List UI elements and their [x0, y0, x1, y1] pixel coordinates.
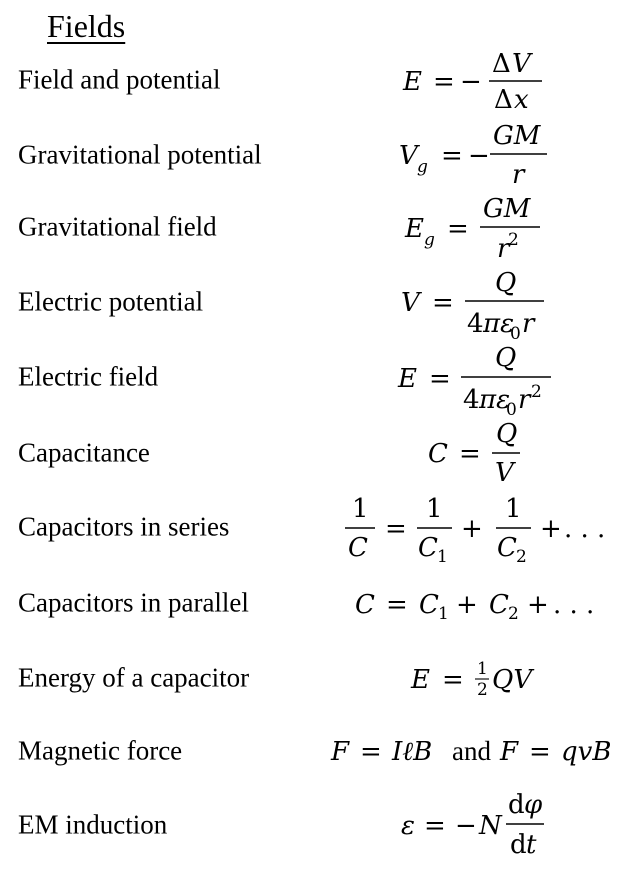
svg-text:V: V — [512, 49, 531, 79]
svg-text:1: 1 — [438, 604, 449, 624]
formula-gravitational-potential — [399, 121, 547, 190]
svg-text:C: C — [355, 590, 375, 620]
svg-text:=: = — [386, 590, 408, 620]
svg-text:Q: Q — [496, 419, 518, 449]
svg-text:=: = — [360, 737, 382, 767]
svg-text:1: 1 — [426, 494, 443, 524]
svg-text:r: r — [518, 385, 531, 415]
svg-text:IℓB: IℓB — [392, 737, 433, 767]
formula-label: Electric field — [18, 361, 159, 392]
formula-label: Field and potential — [18, 64, 221, 95]
svg-text:Q: Q — [495, 343, 517, 373]
svg-text:E: E — [403, 67, 422, 97]
svg-text:QV: QV — [492, 665, 533, 695]
svg-text:0: 0 — [506, 400, 517, 420]
svg-text:2: 2 — [477, 680, 488, 700]
formula-capacitors-in-parallel — [355, 590, 594, 624]
svg-text:−: − — [468, 141, 490, 171]
svg-text:+: + — [540, 514, 562, 544]
svg-text:E: E — [398, 364, 417, 394]
formula-gravitational-field — [404, 194, 540, 264]
svg-text:C: C — [489, 590, 509, 620]
page-title: Fields — [47, 8, 126, 44]
formula-label: Energy of a capacitor — [18, 662, 250, 693]
svg-text:Δ: Δ — [492, 49, 511, 79]
formula-electric-potential — [401, 268, 544, 344]
svg-text:=: = — [442, 665, 464, 695]
formula-label: Electric potential — [18, 286, 204, 317]
svg-text:1: 1 — [505, 494, 522, 524]
svg-text:C: C — [428, 439, 448, 469]
svg-text:g: g — [417, 157, 428, 177]
svg-text:2: 2 — [516, 547, 527, 567]
svg-text:1: 1 — [477, 659, 488, 679]
svg-text:C: C — [419, 590, 439, 620]
formula-capacitance — [428, 419, 520, 488]
svg-text:E: E — [411, 665, 430, 695]
svg-text:C: C — [418, 533, 438, 563]
svg-text:V: V — [401, 288, 420, 318]
svg-text:=: = — [385, 514, 407, 544]
svg-text:and: and — [452, 736, 491, 766]
svg-text:=: = — [529, 737, 551, 767]
svg-text:φ: φ — [524, 790, 543, 820]
svg-text:−: − — [455, 811, 477, 841]
formula-label: Capacitors in parallel — [18, 587, 249, 618]
svg-text:F: F — [331, 737, 350, 767]
formula-magnetic-force — [330, 736, 611, 767]
formula-label: Gravitational potential — [18, 139, 262, 170]
formula-em-induction — [401, 790, 544, 860]
svg-text:. . .: . . . — [553, 590, 595, 620]
formula-energy-of-a-capacitor — [410, 659, 534, 700]
svg-text:=: = — [432, 288, 454, 318]
svg-text:+: + — [461, 514, 483, 544]
svg-text:g: g — [424, 230, 435, 250]
svg-text:0: 0 — [510, 324, 521, 344]
formula-label: Magnetic force — [18, 735, 183, 766]
svg-text:. . .: . . . — [564, 514, 606, 544]
svg-text:2: 2 — [508, 604, 519, 624]
svg-text:d: d — [508, 790, 525, 820]
formula-label: EM induction — [18, 809, 168, 840]
svg-text:+: + — [527, 590, 549, 620]
svg-text:Q: Q — [495, 268, 517, 298]
formula-field-and-potential — [402, 49, 542, 115]
svg-text:d: d — [510, 830, 527, 860]
svg-text:ε: ε — [401, 811, 415, 841]
svg-text:=: = — [447, 214, 469, 244]
svg-text:=: = — [433, 67, 455, 97]
svg-text:=: = — [459, 439, 481, 469]
svg-text:1: 1 — [352, 494, 369, 524]
svg-text:V: V — [495, 458, 514, 488]
svg-text:1: 1 — [437, 547, 448, 567]
formula-label: Capacitors in series — [18, 511, 230, 542]
svg-text:GM: GM — [493, 121, 541, 151]
svg-text:qvB: qvB — [561, 737, 612, 767]
svg-text:+: + — [456, 590, 478, 620]
svg-text:r: r — [522, 309, 535, 339]
formula-label: Gravitational field — [18, 211, 217, 242]
svg-text:F: F — [500, 737, 519, 767]
svg-text:x: x — [514, 85, 529, 115]
formula-label: Capacitance — [18, 437, 150, 468]
svg-text:2: 2 — [531, 382, 542, 402]
svg-text:−: − — [460, 67, 482, 97]
svg-text:r: r — [497, 234, 510, 264]
svg-text:πε: πε — [479, 385, 511, 415]
formula-electric-field — [397, 343, 551, 420]
svg-text:=: = — [429, 364, 451, 394]
formula-capacitors-in-series — [345, 494, 605, 567]
svg-text:=: = — [441, 141, 463, 171]
svg-text:πε: πε — [483, 309, 515, 339]
svg-text:C: C — [497, 533, 517, 563]
svg-text:t: t — [526, 830, 537, 860]
svg-text:4: 4 — [463, 385, 480, 415]
svg-text:Δ: Δ — [494, 85, 513, 115]
svg-text:N: N — [479, 811, 502, 841]
svg-text:GM: GM — [483, 194, 531, 224]
svg-text:=: = — [424, 811, 446, 841]
svg-text:r: r — [512, 160, 525, 190]
svg-text:C: C — [348, 533, 368, 563]
svg-text:2: 2 — [508, 230, 519, 250]
svg-text:E: E — [405, 214, 424, 244]
svg-text:V: V — [399, 141, 418, 171]
svg-text:4: 4 — [467, 309, 484, 339]
